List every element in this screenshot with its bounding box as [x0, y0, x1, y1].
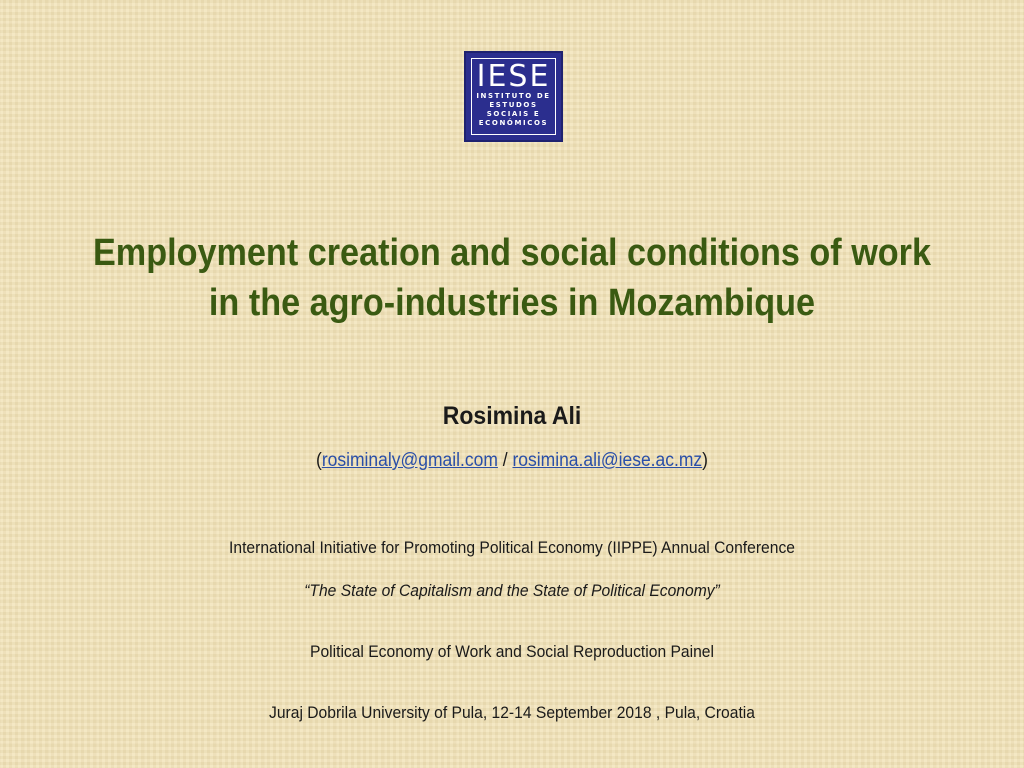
iese-logo — [464, 51, 563, 142]
logo-line-4: ECONÓMICOS — [478, 119, 549, 127]
logo-line-1: INSTITUTO DE — [476, 92, 551, 100]
close-paren: ) — [702, 450, 708, 471]
email-link-iese[interactable]: rosimina.ali@iese.ac.mz — [512, 450, 703, 471]
conference-theme: “The State of Capitalism and the State of Political Economy” — [304, 581, 720, 600]
venue-date: Juraj Dobrila University of Pula, 12-14 September 2018 , Pula, Croatia — [269, 703, 755, 722]
slide-title — [51, 228, 973, 328]
panel-name: Political Economy of Work and Social Reproduction Painel — [310, 642, 714, 661]
title-line-1: Employment creation and social conditions of work — [92, 232, 932, 274]
open-paren: ( — [315, 450, 322, 471]
iese-logo-frame — [471, 58, 556, 135]
author-name: Rosimina Ali — [442, 402, 582, 430]
logo-line-3: SOCIAIS E — [486, 110, 541, 118]
conference-name: International Initiative for Promoting Political Economy (IIPPE) Annual Conference — [229, 538, 795, 557]
logo-line-2: ESTUDOS — [489, 101, 538, 109]
title-line-2: in the agro-industries in Mozambique — [208, 282, 816, 324]
logo-acronym: IESE — [476, 59, 551, 94]
author-emails — [41, 450, 983, 472]
email-separator: / — [497, 450, 513, 471]
email-link-gmail[interactable]: rosiminaly@gmail.com — [321, 450, 498, 471]
